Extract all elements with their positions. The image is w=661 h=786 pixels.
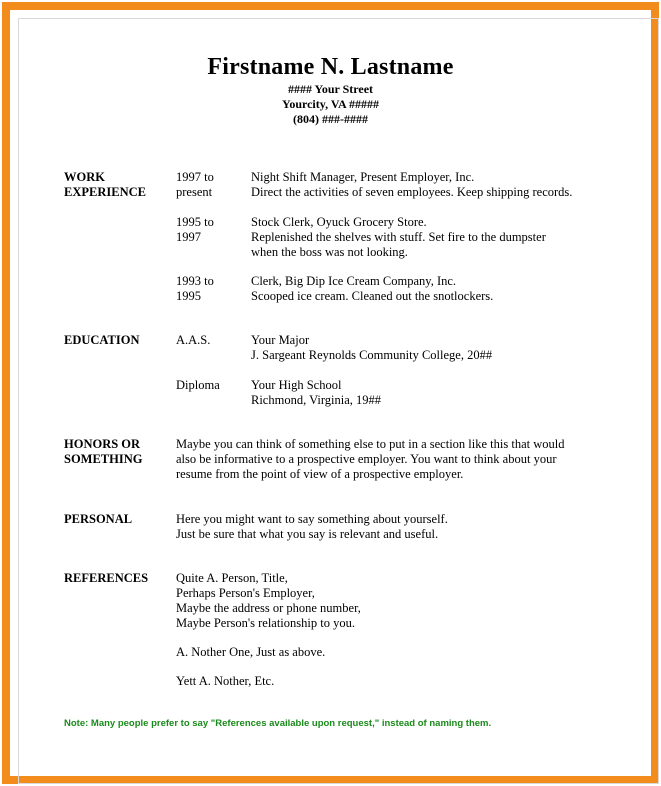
- work-job-title: Stock Clerk, Oyuck Grocery Store.: [251, 215, 427, 229]
- reference-line: Maybe Person's relationship to you.: [176, 616, 355, 630]
- references-note: Note: Many people prefer to say "References available upon request," instead of naming them.: [64, 718, 492, 729]
- work-date-end: present: [176, 185, 213, 199]
- address-phone: (804) ###-####: [293, 112, 368, 126]
- reference-second: A. Nother One, Just as above.: [176, 645, 326, 659]
- honors-text-line: also be informative to a prospective employer. You want to think about your: [176, 452, 557, 466]
- section-heading-references: REFERENCES: [64, 571, 149, 585]
- reference-third: Yett A. Nother, Etc.: [176, 674, 275, 688]
- work-job-title: Night Shift Manager, Present Employer, Inc.: [251, 170, 475, 184]
- section-heading-something: SOMETHING: [64, 452, 143, 466]
- education-major: Your High School: [251, 378, 342, 392]
- reference-line: Maybe the address or phone number,: [176, 601, 361, 615]
- personal-text-line: Here you might want to say something about yourself.: [176, 512, 448, 526]
- personal-text-line: Just be sure that what you say is relevant and useful.: [176, 527, 439, 541]
- work-date-start: 1993 to: [176, 274, 214, 288]
- work-job-description: Replenished the shelves with stuff. Set fire to the dumpster: [251, 230, 546, 244]
- education-school: Richmond, Virginia, 19##: [251, 393, 382, 407]
- section-heading-honors: HONORS OR: [64, 437, 141, 451]
- work-date-start: 1995 to: [176, 215, 214, 229]
- work-date-start: 1997 to: [176, 170, 214, 184]
- honors-text-line: resume from the point of view of a prospective employer.: [176, 467, 464, 481]
- education-school: J. Sargeant Reynolds Community College, 20##: [251, 348, 493, 362]
- address-street: #### Your Street: [287, 82, 374, 96]
- education-degree: Diploma: [176, 378, 220, 392]
- honors-text-line: Maybe you can think of something else to put in a section like this that would: [176, 437, 565, 451]
- work-date-end: 1997: [176, 230, 201, 244]
- work-job-description: Scooped ice cream. Cleaned out the snotlockers.: [251, 289, 494, 303]
- reference-line: Perhaps Person's Employer,: [176, 586, 315, 600]
- work-job-description: Direct the activities of seven employees. Keep shipping records.: [251, 185, 573, 199]
- reference-line: Quite A. Person, Title,: [176, 571, 288, 585]
- section-heading-work: WORK: [64, 170, 105, 184]
- address-city: Yourcity, VA #####: [281, 97, 380, 111]
- section-heading-personal: PERSONAL: [64, 512, 133, 526]
- section-heading-experience: EXPERIENCE: [64, 185, 146, 199]
- work-job-description-cont: when the boss was not looking.: [251, 245, 408, 259]
- section-heading-education: EDUCATION: [64, 333, 140, 347]
- work-job-title: Clerk, Big Dip Ice Cream Company, Inc.: [251, 274, 457, 288]
- resume-name: Firstname N. Lastname: [207, 54, 454, 80]
- education-major: Your Major: [251, 333, 310, 347]
- education-degree: A.A.S.: [176, 333, 211, 347]
- work-date-end: 1995: [176, 289, 201, 303]
